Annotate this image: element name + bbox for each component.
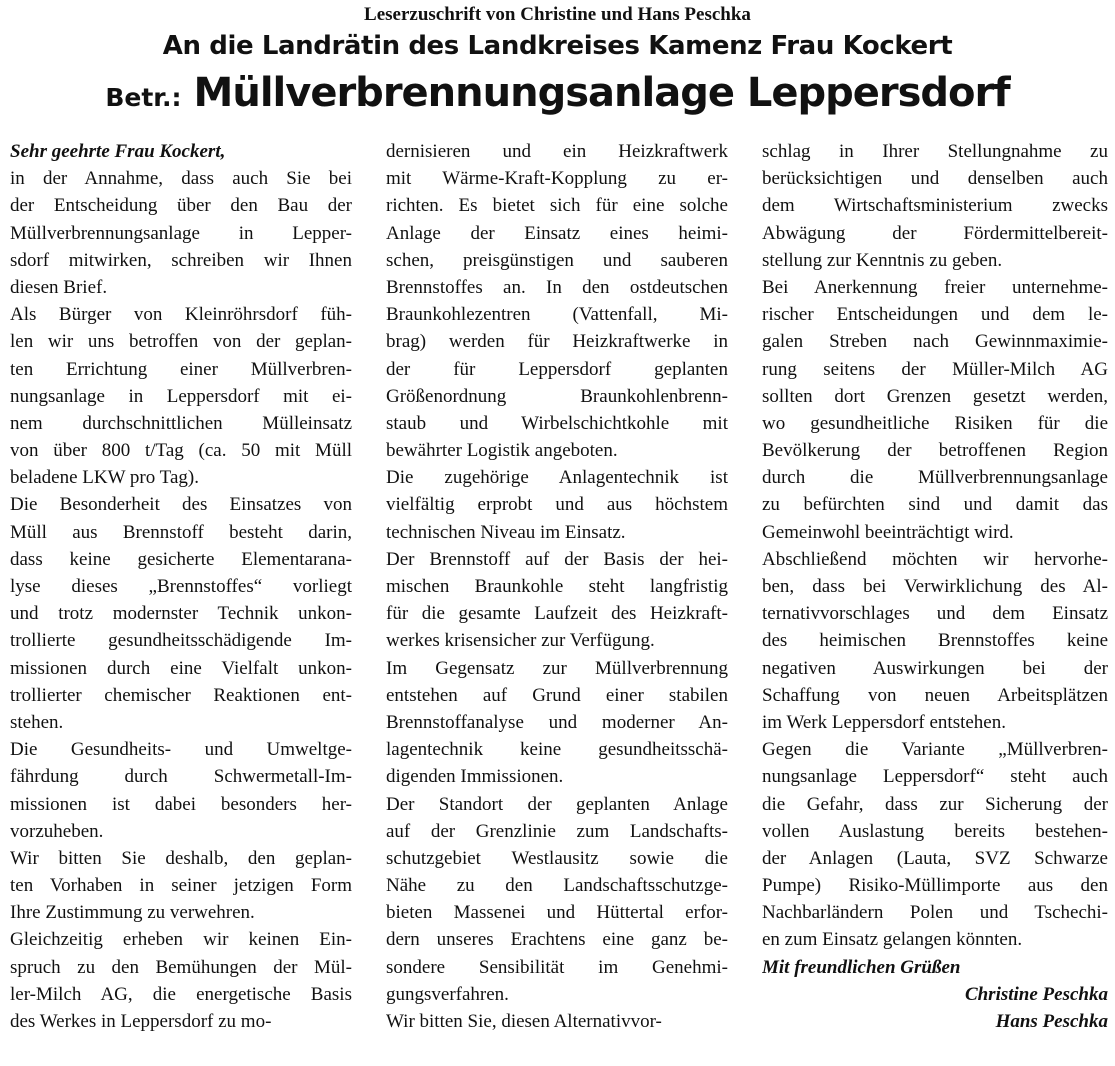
- text-line: von über 800 t/Tag (ca. 50 mit Müll: [10, 440, 352, 462]
- text-line: Größenordnung Braunkohlenbrenn-: [386, 385, 728, 407]
- text-line: der Anlagen (Lauta, SVZ Schwarze: [762, 847, 1108, 869]
- text-line: Anlage der Einsatz eines heimi-: [386, 222, 728, 244]
- headline: An die Landrätin des Landkreises Kamenz Frau Kockert: [162, 31, 953, 61]
- text-line: Brennstoffanalyse und moderner An-: [386, 711, 728, 733]
- text-line: der für Leppersdorf geplanten: [386, 358, 728, 380]
- text-line: Gemeinwohl beeinträchtigt wird.: [762, 521, 1014, 543]
- text-line: trollierter chemischer Reaktionen ent-: [10, 684, 352, 706]
- text-line: nungsanlage Leppersdorf“ steht auch: [762, 766, 1108, 788]
- text-line: wo gesundheitliche Risiken für die: [762, 412, 1108, 434]
- text-line: stehen.: [10, 711, 64, 733]
- text-line: Der Standort der geplanten Anlage: [386, 793, 728, 815]
- text-line: trollierte gesundheitsschädigende Im-: [10, 630, 352, 652]
- text-line: negativen Auswirkungen bei der: [762, 657, 1108, 679]
- text-line: sdorf mitwirken, schreiben wir Ihnen: [10, 249, 352, 271]
- text-line: Ihre Zustimmung zu verwehren.: [10, 902, 255, 924]
- text-line: mit Wärme-Kraft-Kopplung zu er-: [386, 168, 728, 190]
- text-line: ternativvorschlages und dem Einsatz: [762, 603, 1108, 625]
- text-line: Die Besonderheit des Einsatzes von: [10, 494, 352, 516]
- subject-line: [0, 68, 1115, 118]
- text-line: dem Wirtschaftsministerium zwecks: [762, 195, 1108, 217]
- text-line: Wir bitten Sie, diesen Alternativvor-: [386, 1011, 662, 1032]
- text-line: bewährter Logistik angeboten.: [386, 440, 618, 462]
- text-line: entstehen auf Grund einer stabilen: [386, 684, 728, 706]
- text-line: diesen Brief.: [10, 276, 108, 298]
- subject-title: Müllverbrennungsanlage Leppersdorf: [193, 70, 1010, 116]
- text-line: vielfältig erprobt und aus höchstem: [386, 494, 728, 516]
- subject-prefix: Betr.:: [105, 83, 182, 112]
- text-line: des heimischen Brennstoffes keine: [762, 630, 1108, 652]
- text-line: Der Brennstoff auf der Basis der hei-: [386, 548, 728, 570]
- text-line: Bei Anerkennung freier unternehme-: [762, 276, 1108, 298]
- text-line: len wir uns betroffen von der geplan-: [10, 331, 352, 353]
- text-line: nem durchschnittlichen Mülleinsatz: [10, 412, 352, 434]
- text-line: schlag in Ihrer Stellungnahme zu: [762, 141, 1108, 162]
- salutation-line: Sehr geehrte Frau Kockert,: [10, 141, 226, 162]
- text-line: Gleichzeitig erheben wir keinen Ein-: [10, 929, 352, 951]
- text-line: staub und Wirbelschichtkohle mit: [386, 412, 728, 434]
- text-line: Wir bitten Sie deshalb, den geplan-: [10, 847, 352, 869]
- text-line: Schaffung von neuen Arbeitsplätzen: [762, 684, 1108, 706]
- text-line: vollen Auslastung bereits bestehen-: [762, 820, 1108, 842]
- text-line: in der Annahme, dass auch Sie bei: [10, 168, 352, 190]
- text-line: Brennstoffes an. In den ostdeutschen: [386, 276, 728, 298]
- text-line: richten. Es bietet sich für eine solche: [386, 195, 728, 217]
- text-line: werkes krisensicher zur Verfügung.: [386, 630, 655, 652]
- text-line: rischer Entscheidungen und dem le-: [762, 304, 1108, 326]
- text-line: ten Vorhaben in seiner jetzigen Form: [10, 875, 352, 897]
- text-column-1: [10, 138, 352, 1063]
- text-line: Die Gesundheits- und Umweltge-: [10, 739, 352, 761]
- text-line: gungsverfahren.: [386, 983, 509, 1005]
- text-line: rung seitens der Müller-Milch AG: [762, 358, 1108, 380]
- text-line: fährdung durch Schwermetall-Im-: [10, 766, 352, 788]
- text-line: dernisieren und ein Heizkraftwerk: [386, 141, 728, 162]
- text-line: brag) werden für Heizkraftwerke in: [386, 331, 728, 353]
- text-line: sondere Sensibilität im Genehmi-: [386, 956, 728, 978]
- text-line: mischen Braunkohle steht langfristig: [386, 576, 728, 597]
- text-column-2: [386, 138, 728, 1063]
- signature-line: Hans Peschka: [995, 1011, 1108, 1032]
- text-line: Nähe zu den Landschaftsschutzge-: [386, 875, 728, 897]
- text-line: Braunkohlezentren (Vattenfall, Mi-: [386, 304, 728, 326]
- text-line: Bevölkerung der betroffenen Region: [762, 440, 1108, 462]
- text-line: Abwägung der Fördermittelbereit-: [762, 222, 1108, 244]
- text-line: stellung zur Kenntnis zu geben.: [762, 249, 1003, 271]
- text-line: Die zugehörige Anlagentechnik ist: [386, 467, 728, 489]
- text-line: ten Errichtung einer Müllverbren-: [10, 358, 352, 380]
- text-line: Müllverbrennungsanlage in Lepper-: [10, 222, 352, 244]
- text-line: digenden Immissionen.: [386, 766, 564, 788]
- text-column-3: [762, 138, 1108, 1063]
- text-line: missionen durch eine Vielfalt unkon-: [10, 657, 352, 679]
- text-line: für die gesamte Laufzeit des Heizkraft-: [386, 603, 728, 625]
- text-line: galen Streben nach Gewinnmaximie-: [762, 331, 1108, 353]
- text-line: im Werk Leppersdorf entstehen.: [762, 711, 1006, 733]
- text-line: die Gefahr, dass zur Sicherung der: [762, 793, 1108, 815]
- text-line: lagentechnik keine gesundheitsschä-: [386, 739, 728, 761]
- text-line: missionen ist dabei besonders her-: [10, 793, 352, 815]
- text-line: berücksichtigen und denselben auch: [762, 168, 1108, 190]
- text-line: zu befürchten sind und damit das: [762, 494, 1108, 516]
- text-line: beladene LKW pro Tag).: [10, 467, 199, 489]
- text-line: spruch zu den Bemühungen der Mül-: [10, 956, 352, 978]
- text-line: und trotz modernster Technik unkon-: [10, 603, 352, 625]
- text-line: Nachbarländern Polen und Tschechi-: [762, 902, 1108, 924]
- text-line: Müll aus Brennstoff besteht darin,: [10, 521, 352, 543]
- text-line: der Entscheidung über den Bau der: [10, 195, 352, 217]
- text-line: dern unseres Erachtens eine ganz be-: [386, 929, 728, 951]
- text-line: bieten Massenei und Hüttertal erfor-: [386, 902, 728, 924]
- text-line: Im Gegensatz zur Müllverbrennung: [386, 657, 728, 679]
- text-line: lyse dieses „Brennstoffes“ vorliegt: [10, 576, 352, 597]
- text-line: ben, dass bei Verwirklichung des Al-: [762, 576, 1108, 597]
- text-line: technischen Niveau im Einsatz.: [386, 521, 626, 543]
- text-line: dass keine gesicherte Elementarana-: [10, 548, 352, 570]
- text-line: Pumpe) Risiko-Müllimporte aus den: [762, 875, 1108, 897]
- text-line: schutzgebiet Westlausitz sowie die: [386, 847, 728, 869]
- text-line: Gegen die Variante „Müllverbren-: [762, 739, 1108, 761]
- salutation-line: Mit freundlichen Grüßen: [762, 956, 961, 978]
- text-line: schen, preisgünstigen und sauberen: [386, 249, 728, 271]
- signature-line: Christine Peschka: [964, 983, 1108, 1005]
- text-line: en zum Einsatz gelangen könnten.: [762, 929, 1023, 951]
- text-line: vorzuheben.: [10, 820, 104, 842]
- text-line: nungsanlage in Leppersdorf mit ei-: [10, 385, 352, 407]
- text-line: durch die Müllverbrennungsanlage: [762, 467, 1108, 489]
- text-line: auf der Grenzlinie zum Landschafts-: [386, 820, 728, 842]
- text-line: ler-Milch AG, die energetische Basis: [10, 983, 352, 1005]
- kicker-line: Leserzuschrift von Christine und Hans Peschka: [364, 4, 751, 25]
- text-line: sollten dort Grenzen gesetzt werden,: [762, 385, 1108, 407]
- text-line: Als Bürger von Kleinröhrsdorf füh-: [10, 304, 352, 326]
- text-line: des Werkes in Leppersdorf zu mo-: [10, 1011, 272, 1032]
- text-line: Abschließend möchten wir hervorhe-: [762, 548, 1108, 570]
